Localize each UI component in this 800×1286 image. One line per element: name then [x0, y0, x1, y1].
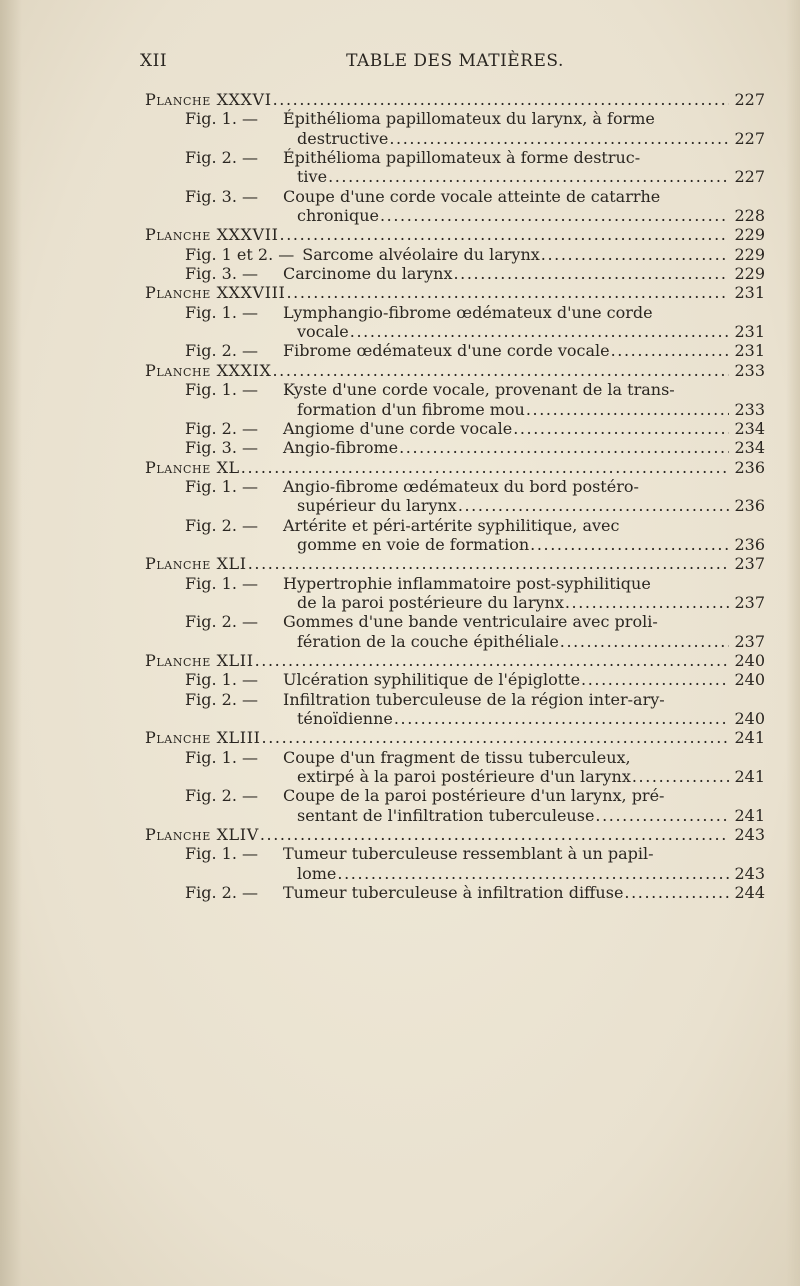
toc-plate-entry [145, 225, 765, 244]
entry-title: Coupe d'un fragment de tissu tuberculeux, [283, 747, 631, 767]
dot-leader [453, 264, 729, 283]
toc-figure-entry [145, 748, 765, 767]
dot-leader [458, 496, 729, 515]
dot-leader [526, 400, 729, 419]
dot-leader [248, 554, 729, 573]
toc-continuation-line [145, 206, 765, 225]
page-reference: 234 [734, 418, 765, 438]
dot-leader [350, 322, 729, 341]
figure-label: Fig. 1 et 2. — [185, 244, 295, 264]
dot-leader [624, 883, 729, 902]
toc-figure-entry [145, 690, 765, 709]
toc-plate-entry [145, 90, 765, 109]
toc-continuation-line [145, 593, 765, 612]
dot-leader [286, 283, 729, 302]
dot-leader [241, 458, 729, 477]
dot-leader [328, 167, 729, 186]
toc-figure-entry [145, 574, 765, 593]
page-reference: 237 [734, 554, 765, 574]
page-reference: 227 [734, 128, 765, 148]
toc-continuation-line [145, 709, 765, 728]
toc-figure-entry [145, 245, 765, 264]
entry-title: Angio-fibrome œdémateux du bord postéro- [283, 476, 639, 496]
figure-label: Fig. 2. — [185, 883, 258, 903]
entry-title: Angiome d'une corde vocale [283, 418, 513, 438]
toc-figure-entry [145, 380, 765, 399]
running-title: TABLE DES MATIÈRES. [346, 51, 564, 71]
figure-label: Fig. 3. — [185, 438, 258, 458]
figure-label: Fig. 2. — [185, 148, 258, 168]
toc-continuation-line [145, 767, 765, 786]
page-reference: 240 [734, 709, 765, 728]
entry-title: Tumeur tuberculeuse à infiltration diffuse [283, 883, 624, 903]
figure-label: Fig. 1. — [185, 476, 258, 496]
entry-title: Carcinome du larynx [283, 264, 453, 284]
dot-leader [541, 245, 729, 264]
entry-title: Fibrome œdémateux d'une corde vocale [283, 341, 610, 361]
dot-leader [394, 709, 729, 728]
entry-title: Gommes d'une bande ventriculaire avec proli- [283, 612, 658, 632]
toc-continuation-line [145, 535, 765, 554]
entry-title: tive [297, 167, 328, 187]
toc-figure-entry [145, 438, 765, 457]
figure-label: Fig. 1. — [185, 380, 258, 400]
entry-title: gomme en voie de formation [297, 534, 530, 554]
page-reference: 231 [734, 341, 765, 361]
page-number: XII [140, 51, 168, 71]
dot-leader [255, 651, 729, 670]
toc-figure-entry [145, 670, 765, 689]
entry-title: Artérite et péri-artérite syphilitique, avec [283, 515, 620, 535]
entry-title: Infiltration tuberculeuse de la région inter-ary- [283, 689, 665, 709]
toc-figure-entry [145, 148, 765, 167]
toc-continuation-line [145, 864, 765, 883]
page-reference: 243 [734, 863, 765, 883]
page-reference: 237 [734, 592, 765, 612]
entry-title: chronique [297, 206, 379, 226]
toc-plate-entry [145, 825, 765, 844]
figure-label: Fig. 2. — [185, 612, 258, 632]
plate-title: Planche XLI [145, 554, 247, 574]
figure-label: Fig. 2. — [185, 418, 258, 438]
plate-title: Planche XXXVII [145, 225, 279, 245]
figure-label: Fig. 1. — [185, 573, 258, 593]
entry-title: extirpé à la paroi postérieure d'un larynx [297, 767, 631, 787]
toc-continuation-line [145, 167, 765, 186]
toc-continuation-line [145, 496, 765, 515]
page-reference: 240 [734, 650, 765, 670]
toc-figure-entry [145, 883, 765, 902]
page-reference: 241 [734, 805, 765, 825]
toc-figure-entry [145, 109, 765, 128]
plate-title: Planche XXXIX [145, 360, 272, 380]
entry-title: supérieur du larynx [297, 496, 457, 516]
dot-leader [513, 419, 729, 438]
figure-label: Fig. 2. — [185, 515, 258, 535]
dot-leader [581, 670, 729, 689]
toc-plate-entry [145, 651, 765, 670]
page-reference: 241 [734, 767, 765, 787]
toc-figure-entry [145, 786, 765, 805]
toc-continuation-line [145, 129, 765, 148]
page-reference: 227 [734, 167, 765, 187]
toc-figure-entry [145, 516, 765, 535]
dot-leader [337, 864, 729, 883]
page-reference: 236 [734, 534, 765, 554]
figure-label: Fig. 1. — [185, 844, 258, 864]
figure-label: Fig. 3. — [185, 186, 258, 206]
entry-title: Sarcome alvéolaire du larynx [302, 244, 540, 264]
entry-title: destructive [297, 128, 389, 148]
dot-leader [530, 535, 729, 554]
page-reference: 244 [734, 883, 765, 903]
dot-leader [380, 206, 729, 225]
dot-leader [260, 825, 729, 844]
page-reference: 237 [734, 631, 765, 651]
dot-leader [273, 90, 729, 109]
entry-title: lome [297, 863, 337, 883]
toc-figure-entry [145, 612, 765, 631]
toc-figure-entry [145, 419, 765, 438]
table-of-contents [145, 90, 765, 902]
toc-plate-entry [145, 361, 765, 380]
toc-figure-entry [145, 341, 765, 360]
figure-label: Fig. 1. — [185, 109, 258, 129]
figure-label: Fig. 2. — [185, 341, 258, 361]
plate-title: Planche XLIV [145, 825, 259, 845]
plate-title: Planche XLII [145, 650, 254, 670]
page-reference: 229 [734, 225, 765, 245]
page-reference: 228 [734, 206, 765, 226]
entry-title: Coupe d'une corde vocale atteinte de catarrhe [283, 186, 661, 206]
page-reference: 236 [734, 496, 765, 516]
entry-title: Hypertrophie inflammatoire post-syphilitique [283, 573, 651, 593]
page-reference: 233 [734, 360, 765, 380]
toc-plate-entry [145, 554, 765, 573]
page-header [140, 51, 770, 77]
dot-leader [280, 225, 729, 244]
dot-leader [389, 129, 729, 148]
figure-label: Fig. 2. — [185, 689, 258, 709]
dot-leader [399, 438, 729, 457]
toc-continuation-line [145, 400, 765, 419]
entry-title: formation d'un fibrome mou [297, 399, 525, 419]
toc-figure-entry [145, 303, 765, 322]
entry-title: fération de la couche épithéliale [297, 631, 559, 651]
dot-leader [262, 728, 729, 747]
entry-title: Kyste d'une corde vocale, provenant de la trans- [283, 380, 675, 400]
entry-title: de la paroi postérieure du larynx [297, 592, 564, 612]
toc-continuation-line [145, 322, 765, 341]
page-reference: 229 [734, 264, 765, 284]
page-reference: 236 [734, 457, 765, 477]
dot-leader [611, 341, 729, 360]
figure-label: Fig. 1. — [185, 747, 258, 767]
page-reference: 240 [734, 670, 765, 690]
toc-figure-entry [145, 844, 765, 863]
page-reference: 231 [734, 283, 765, 303]
entry-title: Coupe de la paroi postérieure d'un larynx, pré- [283, 786, 665, 806]
page-reference: 229 [734, 244, 765, 264]
figure-label: Fig. 3. — [185, 264, 258, 284]
dot-leader [632, 767, 729, 786]
plate-title: Planche XLIII [145, 728, 261, 748]
entry-title: Angio-fibrome [283, 438, 399, 458]
entry-title: Tumeur tuberculeuse ressemblant à un papil- [283, 844, 654, 864]
toc-figure-entry [145, 477, 765, 496]
plate-title: Planche XXXVI [145, 90, 272, 109]
plate-title: Planche XL [145, 457, 240, 477]
page-reference: 234 [734, 438, 765, 458]
figure-label: Fig. 2. — [185, 786, 258, 806]
page-reference: 227 [734, 90, 765, 109]
dot-leader [272, 361, 729, 380]
dot-leader [560, 632, 729, 651]
toc-figure-entry [145, 187, 765, 206]
entry-title: Épithélioma papillomateux du larynx, à forme [283, 109, 655, 129]
entry-title: vocale [297, 322, 349, 342]
page-reference: 243 [734, 825, 765, 845]
page-reference: 231 [734, 322, 765, 342]
toc-plate-entry [145, 458, 765, 477]
figure-label: Fig. 1. — [185, 302, 258, 322]
dot-leader [565, 593, 729, 612]
toc-plate-entry [145, 283, 765, 302]
plate-title: Planche XXXVIII [145, 283, 286, 303]
toc-continuation-line [145, 632, 765, 651]
entry-title: Épithélioma papillomateux à forme destruc- [283, 148, 641, 168]
page-reference: 233 [734, 399, 765, 419]
figure-label: Fig. 1. — [185, 670, 258, 690]
toc-plate-entry [145, 728, 765, 747]
page-reference: 241 [734, 728, 765, 748]
entry-title: sentant de l'infiltration tuberculeuse [297, 805, 595, 825]
entry-title: ténoïdienne [297, 709, 393, 728]
toc-continuation-line [145, 806, 765, 825]
entry-title: Lymphangio-fibrome œdémateux d'une corde [283, 302, 653, 322]
dot-leader [595, 806, 729, 825]
entry-title: Ulcération syphilitique de l'épiglotte [283, 670, 581, 690]
toc-figure-entry [145, 264, 765, 283]
